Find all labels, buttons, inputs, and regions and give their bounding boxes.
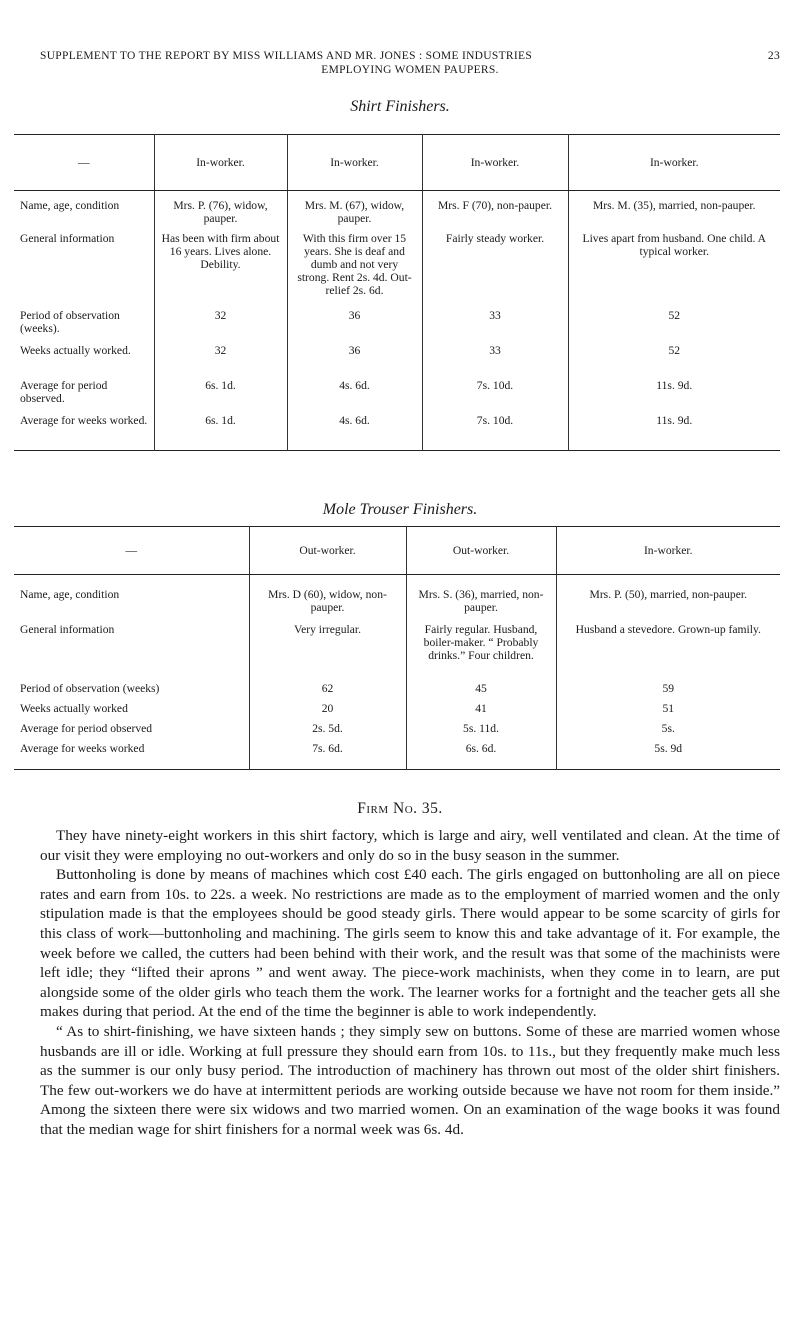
table-cell: 6s. 6d. <box>406 742 556 770</box>
row-label: Period of observation (weeks) <box>20 681 160 695</box>
table-cell: 45 <box>406 682 556 702</box>
mole-trouser-finishers-table <box>14 526 780 770</box>
table-cell: 5s. 11d. <box>406 722 556 742</box>
column-header: — <box>14 135 154 191</box>
table1-title: Shirt Finishers. <box>350 98 450 115</box>
table-cell: 7s. 10d. <box>422 414 568 451</box>
table-cell: 51 <box>556 702 780 722</box>
row-label: Period of observation (weeks). <box>20 308 120 335</box>
table2-title: Mole Trouser Finishers. <box>322 501 478 518</box>
body-text <box>40 826 780 1140</box>
table-row <box>14 232 780 309</box>
shirt-finishers-table <box>14 134 780 451</box>
table-cell: 32 <box>154 344 287 379</box>
table-cell: 52 <box>568 309 780 344</box>
table-cell: 5s. <box>556 722 780 742</box>
table-cell: 59 <box>556 682 780 702</box>
table-cell: 36 <box>287 309 422 344</box>
table-row <box>14 309 780 344</box>
table-cell: Mrs. M. (35), married, non-pauper. <box>568 191 780 232</box>
table-cell: Mrs. P. (76), widow, pauper. <box>154 191 287 232</box>
row-label: Average for weeks worked <box>20 741 145 755</box>
table-cell: Lives apart from husband. One child. A typical worker. <box>568 232 780 309</box>
column-header: In-worker. <box>154 135 287 191</box>
table-cell: 4s. 6d. <box>287 379 422 414</box>
column-header: Out-worker. <box>249 527 406 575</box>
paragraph: They have ninety-eight workers in this shirt factory, which is large and airy, well ventilated and clean. At the time of our visit they were employing no out-workers and only do so in the busy season in the summer. <box>40 827 780 864</box>
firm-heading: Firm No. 35. <box>357 800 443 817</box>
row-label: Average for period observed <box>20 721 153 735</box>
table-cell: Fairly steady worker. <box>422 232 568 309</box>
table-header-row <box>14 527 780 575</box>
table-row <box>14 344 780 379</box>
table-row <box>14 575 780 617</box>
table-cell: 5s. 9d <box>556 742 780 770</box>
row-label: Name, age, condition <box>20 199 120 212</box>
table-cell: 33 <box>422 344 568 379</box>
row-label: Weeks actually worked. <box>20 343 131 357</box>
table-cell: Very irregular. <box>249 617 406 682</box>
table-cell: 36 <box>287 344 422 379</box>
column-header: In-worker. <box>568 135 780 191</box>
table-cell: Mrs. D (60), widow, non-pauper. <box>249 575 406 617</box>
table-cell: 7s. 6d. <box>249 742 406 770</box>
page-header <box>40 50 780 76</box>
table-cell: 20 <box>249 702 406 722</box>
table-cell: 41 <box>406 702 556 722</box>
table-cell: 52 <box>568 344 780 379</box>
table-cell: 32 <box>154 309 287 344</box>
table-cell: Mrs. P. (50), married, non-pauper. <box>556 575 780 617</box>
table-row <box>14 414 780 451</box>
table-row <box>14 742 780 770</box>
row-label: General information <box>20 231 115 245</box>
paragraph: Buttonholing is done by means of machines which cost £40 each. The girls engaged on buttonholing are all on piece rates and earn from 10s. to 22s. a week. No restrictions are made as to the employment of married women and the only stipulation made is that the employees should be good steady girls. There would appear to be some scarcity of girls for this class of work—buttonholing and machining. The girls seem to know this and take advantage of it. For example, the week before we called, the cutters had been behind with their work, and the result was that some of the machinists were left idle; they “lifted their aprons ” and went away. The piece-work machinists, when they come in to learn, are put alongside some of the older girls who teach them the work. The learner works for a fortnight and the teacher gets all she makes during that period. At the end of the time the beginner is able to work independently. <box>40 866 780 1021</box>
table-cell: 11s. 9d. <box>568 379 780 414</box>
table-cell: 33 <box>422 309 568 344</box>
table-cell: With this firm over 15 years. She is deaf and dumb and not very strong. Rent 2s. 4d. Out-relief 2s. 6d. <box>287 232 422 309</box>
table-row <box>14 682 780 702</box>
column-header: In-worker. <box>287 135 422 191</box>
table-cell: Mrs. M. (67), widow, pauper. <box>287 191 422 232</box>
table-header-row <box>14 135 780 191</box>
page-number: 23 <box>767 50 780 62</box>
table-row <box>14 702 780 722</box>
column-header: Out-worker. <box>406 527 556 575</box>
table-cell: 6s. 1d. <box>154 414 287 451</box>
table-cell: Has been with firm about 16 years. Lives alone. Debility. <box>154 232 287 309</box>
table-cell: Mrs. S. (36), married, non-pauper. <box>406 575 556 617</box>
table-cell: 11s. 9d. <box>568 414 780 451</box>
table-row <box>14 722 780 742</box>
running-head-line2: EMPLOYING WOMEN PAUPERS. <box>321 64 499 76</box>
row-label: Name, age, condition <box>20 588 120 601</box>
row-label: Average for weeks worked. <box>20 413 148 427</box>
table-row <box>14 191 780 232</box>
table-cell: 7s. 10d. <box>422 379 568 414</box>
table-cell: 2s. 5d. <box>249 722 406 742</box>
paragraph: “ As to shirt-finishing, we have sixteen hands ; they simply sew on buttons. Some of these are married women whose husbands are ill or idle. Working at full pressure they should earn from 10s. to 11s., but they frequently make much less as the summer is our only busy period. The introduction of machinery has thrown out most of the older shirt finishers. The few out-workers we do have at intermittent periods are working outside because we have not room for them inside.” Among the sixteen there were six widows and two married women. On an examination of the wage books it was found that the median wage for shirt finishers for a normal week was 6s. 4d. <box>40 1022 780 1138</box>
row-label: Average for period observed. <box>20 378 108 405</box>
column-header: In-worker. <box>422 135 568 191</box>
column-header: In-worker. <box>556 527 780 575</box>
row-label: General information <box>20 622 115 636</box>
table-cell: Fairly regular. Husband, boiler-maker. “ Probably drinks.” Four children. <box>406 617 556 682</box>
running-head: SUPPLEMENT TO THE REPORT BY MISS WILLIAMS AND MR. JONES : SOME INDUSTRIES <box>40 50 533 62</box>
table-cell: 4s. 6d. <box>287 414 422 451</box>
row-label: Weeks actually worked <box>20 701 128 715</box>
table-cell: Husband a stevedore. Grown-up family. <box>556 617 780 682</box>
table-cell: 6s. 1d. <box>154 379 287 414</box>
column-header: — <box>14 527 249 575</box>
table-cell: 62 <box>249 682 406 702</box>
table-row <box>14 379 780 414</box>
table-cell: Mrs. F (70), non-pauper. <box>422 191 568 232</box>
table-row <box>14 617 780 682</box>
